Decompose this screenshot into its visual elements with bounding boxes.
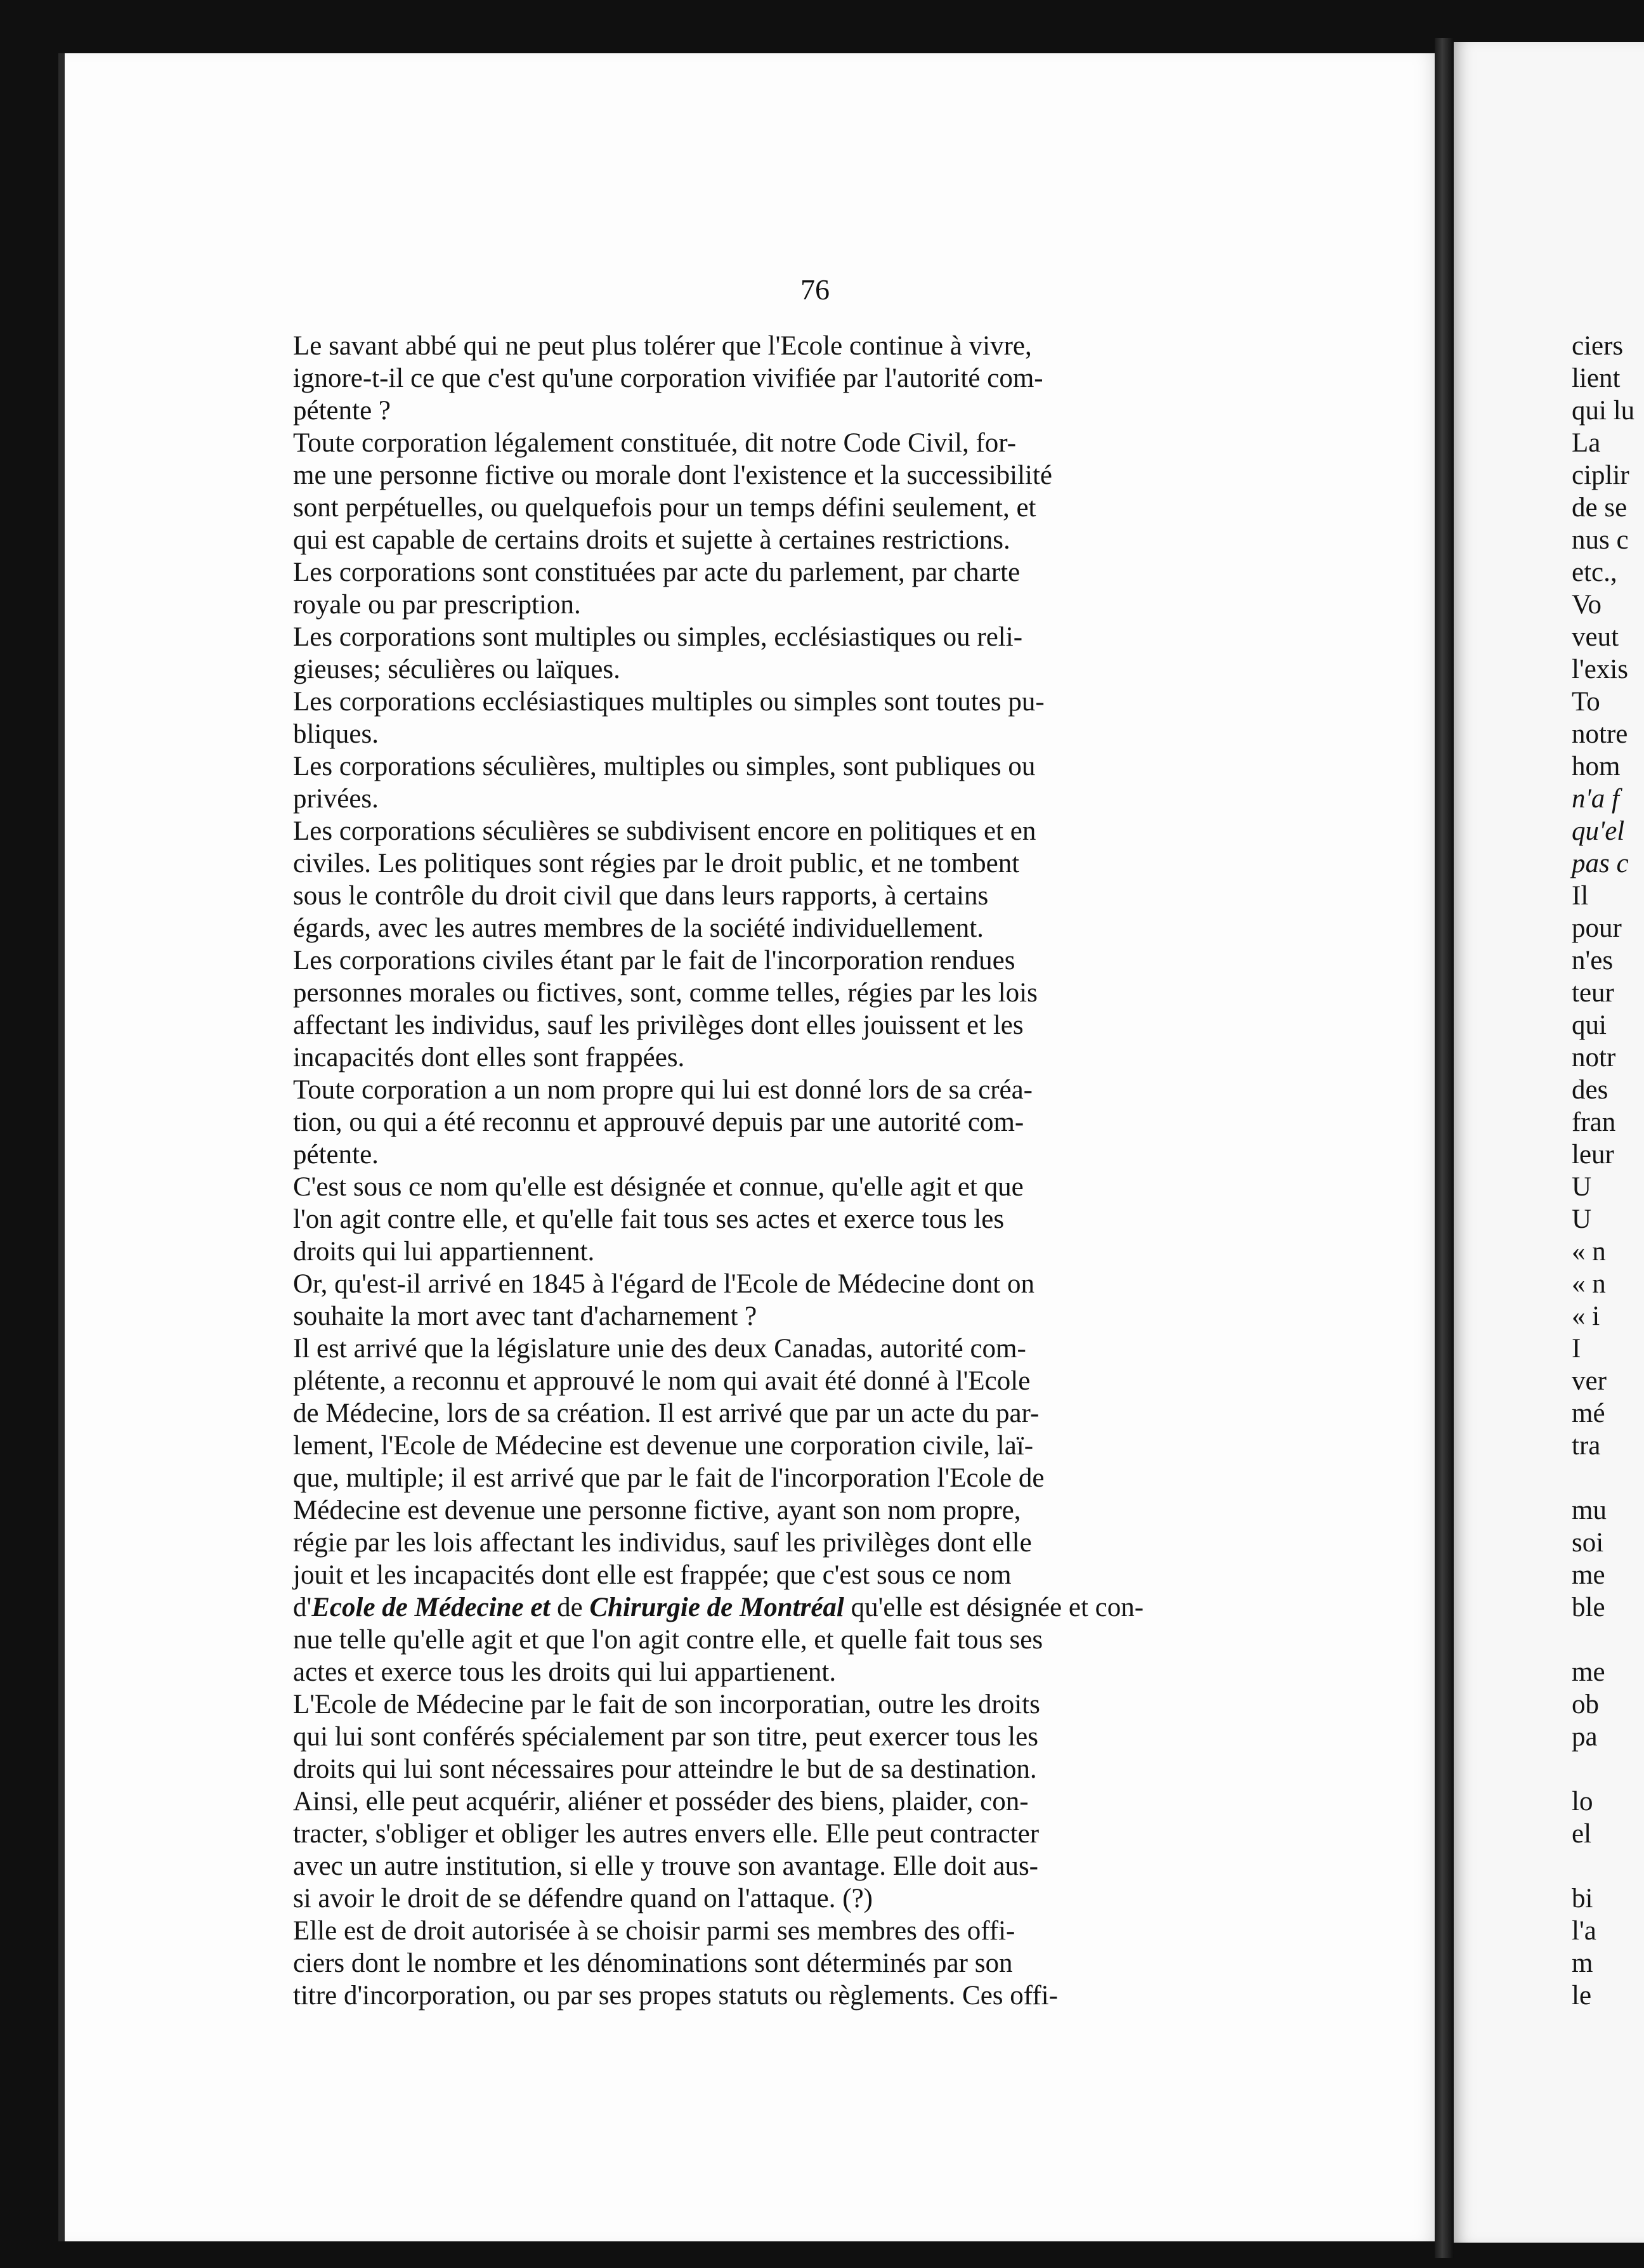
right-page-fragment	[1572, 1624, 1644, 1656]
right-page-fragment: Vo	[1572, 590, 1602, 620]
right-page-fragment	[1572, 1850, 1644, 1882]
right-page-fragment	[1572, 1753, 1644, 1785]
right-page-fragment: ob	[1572, 1690, 1599, 1719]
text-line: pétente ?	[293, 396, 391, 426]
right-page-fragment: « n	[1572, 1269, 1606, 1299]
right-page-fragment: hom	[1572, 752, 1621, 781]
right-page-fragment: To	[1572, 687, 1600, 717]
text-line: affectant les individus, sauf les privilèges dont elles jouissent et les	[293, 1010, 1024, 1040]
text-line: tion, ou qui a été reconnu et approuvé depuis par une autorité com-	[293, 1107, 1024, 1137]
text-fragment: qu'elle est désignée et con-	[844, 1593, 1144, 1622]
text-line: l'on agit contre elle, et qu'elle fait tous ses actes et exerce tous les	[293, 1204, 1005, 1234]
text-line: Elle est de droit autorisée à se choisir parmi ses membres des offi-	[293, 1916, 1015, 1946]
right-page-fragment	[1572, 1462, 1644, 1494]
text-line: pétente.	[293, 1140, 379, 1170]
book-gutter	[1435, 38, 1454, 2258]
right-page-fragment: soi	[1572, 1528, 1604, 1558]
right-page-fragment: lient	[1572, 363, 1621, 393]
text-line: Les corporations sont constituées par acte du parlement, par charte	[293, 557, 1021, 587]
right-page-fragment: « i	[1572, 1301, 1600, 1331]
right-page-fragment: l'a	[1572, 1916, 1596, 1946]
text-line: Il est arrivé que la législature unie des deux Canadas, autorité com-	[293, 1334, 1026, 1364]
right-page-fragment: lo	[1572, 1787, 1593, 1816]
text-line: Les corporations séculières, multiples ou simples, sont publiques ou	[293, 752, 1036, 781]
text-fragment: de	[550, 1593, 590, 1622]
right-page-fragment: Il	[1572, 881, 1589, 911]
italic-institution-name: Chirurgie de Montréal	[589, 1593, 844, 1622]
text-line: actes et exerce tous les droits qui lui appartienent.	[293, 1657, 837, 1687]
text-line: titre d'incorporation, ou par ses propes statuts ou règlements. Ces offi-	[293, 1981, 1058, 2011]
italic-institution-name: Ecole de Médecine et	[311, 1593, 551, 1622]
text-line	[293, 1591, 1333, 1624]
text-line: Ainsi, elle peut acquérir, aliéner et posséder des biens, plaider, con-	[293, 1787, 1029, 1816]
page-number: 76	[800, 273, 830, 306]
text-line: gieuses; séculières ou laïques.	[293, 655, 620, 684]
right-page-fragment: de se	[1572, 493, 1628, 523]
right-page-fragment: fran	[1572, 1107, 1616, 1137]
text-line: nue telle qu'elle agit et que l'on agit contre elle, et quelle fait tous ses	[293, 1625, 1043, 1655]
text-line: Or, qu'est-il arrivé en 1845 à l'égard de l'Ecole de Médecine dont on	[293, 1269, 1034, 1299]
text-line: sous le contrôle du droit civil que dans leurs rapports, à certains	[293, 881, 989, 911]
text-line: bliques.	[293, 719, 379, 749]
right-page-fragment: m	[1572, 1948, 1593, 1978]
text-line: me une personne fictive ou morale dont l'existence et la successibilité	[293, 460, 1053, 490]
right-page-fragment: leur	[1572, 1140, 1614, 1170]
text-line: Les corporations séculières se subdivisent encore en politiques et en	[293, 816, 1036, 846]
right-page-fragment: mé	[1572, 1398, 1605, 1428]
text-line: Le savant abbé qui ne peut plus tolérer que l'Ecole continue à vivre,	[293, 331, 1032, 361]
text-line: L'Ecole de Médecine par le fait de son incorporatian, outre les droits	[293, 1690, 1040, 1719]
text-line: droits qui lui sont nécessaires pour atteindre le but de sa destination.	[293, 1754, 1037, 1784]
right-page-fragment: nus c	[1572, 525, 1629, 555]
text-line: Les corporations civiles étant par le fait de l'incorporation rendues	[293, 946, 1015, 975]
text-line: ciers dont le nombre et les dénominations sont déterminés par son	[293, 1948, 1013, 1978]
text-line: droits qui lui appartiennent.	[293, 1237, 595, 1267]
right-page-fragment: La	[1572, 428, 1601, 458]
right-page-fragment: etc.,	[1572, 557, 1617, 587]
text-line: que, multiple; il est arrivé que par le fait de l'incorporation l'Ecole de	[293, 1463, 1045, 1493]
right-page-fragment: el	[1572, 1819, 1592, 1849]
right-page-fragment: le	[1572, 1981, 1592, 2011]
text-line: plétente, a reconnu et approuvé le nom qui avait été donné à l'Ecole	[293, 1366, 1031, 1396]
right-page-fragment: me	[1572, 1657, 1605, 1687]
text-line: égards, avec les autres membres de la société individuellement.	[293, 913, 984, 943]
right-page-fragment: I	[1572, 1334, 1581, 1364]
right-page-fragment: mu	[1572, 1496, 1607, 1525]
right-page-fragment: « n	[1572, 1237, 1606, 1267]
text-line: avec un autre institution, si elle y trouve son avantage. Elle doit aus-	[293, 1851, 1039, 1881]
right-page-fragment: pas c	[1572, 849, 1629, 878]
right-page-fragment: n'es	[1572, 946, 1614, 975]
text-line: lement, l'Ecole de Médecine est devenue une corporation civile, laï-	[293, 1431, 1034, 1461]
text-line: personnes morales ou fictives, sont, comme telles, régies par les lois	[293, 978, 1038, 1008]
right-page-fragment: U	[1572, 1204, 1592, 1234]
right-page-text-fragments	[1572, 330, 1644, 2012]
text-line: civiles. Les politiques sont régies par le droit public, et ne tombent	[293, 849, 1020, 878]
text-line: Les corporations ecclésiastiques multiples ou simples sont toutes pu-	[293, 687, 1045, 717]
text-line: Les corporations sont multiples ou simples, ecclésiastiques ou reli-	[293, 622, 1023, 652]
right-page-fragment: teur	[1572, 978, 1614, 1008]
right-page-fragment: veut	[1572, 622, 1619, 652]
right-page-fragment: ver	[1572, 1366, 1607, 1396]
text-line: de Médecine, lors de sa création. Il est arrivé que par un acte du par-	[293, 1398, 1040, 1428]
right-page-fragment: pa	[1572, 1722, 1598, 1752]
text-fragment: d'	[293, 1593, 312, 1622]
right-page-fragment: des	[1572, 1075, 1608, 1105]
text-line: qui est capable de certains droits et sujette à certaines restrictions.	[293, 525, 1010, 555]
left-page-text	[293, 330, 1333, 2012]
text-line: ignore-t-il ce que c'est qu'une corporation vivifiée par l'autorité com-	[293, 363, 1043, 393]
text-line: régie par les lois affectant les individus, sauf les privilèges dont elle	[293, 1528, 1032, 1558]
text-line: si avoir le droit de se défendre quand on l'attaque. (?)	[293, 1884, 873, 1913]
text-line: incapacités dont elles sont frappées.	[293, 1043, 685, 1072]
text-line: privées.	[293, 784, 379, 814]
right-page-fragment: l'exis	[1572, 655, 1628, 684]
right-page-fragment: n'a f	[1572, 784, 1619, 814]
right-page-fragment: notre	[1572, 719, 1628, 749]
right-page-fragment: notr	[1572, 1043, 1616, 1072]
right-page-fragment: qu'el	[1572, 816, 1625, 846]
right-page-fragment: me	[1572, 1560, 1605, 1590]
text-line: C'est sous ce nom qu'elle est désignée et connue, qu'elle agit et que	[293, 1172, 1024, 1202]
right-page-fragment: bi	[1572, 1884, 1593, 1913]
text-line: Toute corporation a un nom propre qui lui est donné lors de sa créa-	[293, 1075, 1033, 1105]
text-line: jouit et les incapacités dont elle est frappée; que c'est sous ce nom	[293, 1560, 1012, 1590]
right-page-fragment: tra	[1572, 1431, 1601, 1461]
right-page-fragment: pour	[1572, 913, 1622, 943]
text-line: souhaite la mort avec tant d'acharnement ?	[293, 1301, 757, 1331]
right-page-fragment: ciplir	[1572, 460, 1629, 490]
right-page-fragment: qui lu	[1572, 396, 1635, 426]
right-page-fragment: qui	[1572, 1010, 1607, 1040]
text-line: royale ou par prescription.	[293, 590, 581, 620]
text-line: qui lui sont conférés spécialement par son titre, peut exercer tous les	[293, 1722, 1038, 1752]
text-line: Médecine est devenue une personne fictive, ayant son nom propre,	[293, 1496, 1021, 1525]
right-page-fragment: ble	[1572, 1593, 1605, 1622]
right-page-fragment: U	[1572, 1172, 1592, 1202]
text-line: tracter, s'obliger et obliger les autres envers elle. Elle peut contracter	[293, 1819, 1040, 1849]
text-line: Toute corporation légalement constituée, dit notre Code Civil, for-	[293, 428, 1017, 458]
text-line: sont perpétuelles, ou quelquefois pour un temps défini seulement, et	[293, 493, 1036, 523]
right-page-fragment: ciers	[1572, 331, 1624, 361]
